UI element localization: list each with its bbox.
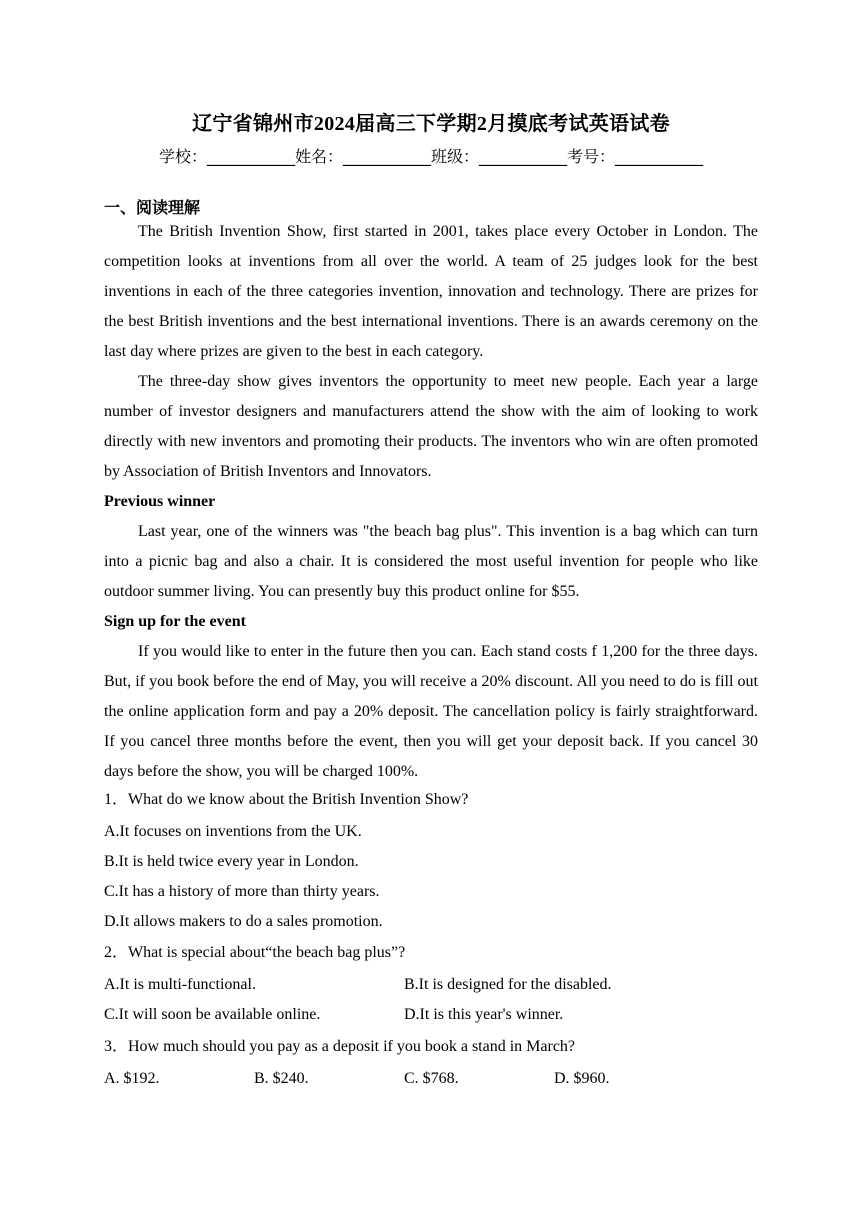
option-a[interactable]: A. $192. (104, 1070, 160, 1087)
passage-subheading: Sign up for the event (104, 613, 246, 630)
option-b[interactable]: B. $240. (254, 1070, 309, 1087)
option-c[interactable]: C.It has a history of more than thirty years. (104, 883, 380, 900)
option-a[interactable]: A.It is multi-functional. (104, 976, 256, 993)
question-stem: 3．How much should you pay as a deposit if you book a stand in March? (104, 1038, 576, 1055)
passage-paragraph: Last year, one of the winners was "the beach bag plus". This invention is a bag which can turn into a picnic bag and also a chair. It is considered the most useful invention for people who like outdoor summer living. You can presently buy this product online for $55. (104, 523, 758, 600)
option-c[interactable]: C. $768. (404, 1070, 459, 1087)
option-d[interactable]: D.It is this year's winner. (404, 1006, 564, 1023)
option-c[interactable]: C.It will soon be available online. (104, 1006, 321, 1023)
section-heading: 一、阅读理解 (104, 198, 201, 217)
question-stem: 2．What is special about“the beach bag plus”? (104, 944, 406, 961)
passage-paragraph: If you would like to enter in the future then you can. Each stand costs f 1,200 for the three days. But, if you book before the end of May, you will receive a 20% discount. All you need to do is fill out the online application form and pay a 20% deposit. The cancellation policy is fairly straightforward. If you cancel three months before the event, then you will get your deposit back. If you cancel 30 days before the show, you will be charged 100%. (104, 643, 758, 780)
passage-paragraph: The three-day show gives inventors the opportunity to meet new people. Each year a large number of investor designers and manufacturers attend the show with the aim of looking to work directly with new inventors and promoting their products. The inventors who win are often promoted by Association of British Inventors and Innovators. (104, 373, 758, 480)
option-a[interactable]: A.It focuses on inventions from the UK. (104, 823, 362, 840)
option-d[interactable]: D.It allows makers to do a sales promotion. (104, 913, 383, 930)
option-b[interactable]: B.It is designed for the disabled. (404, 976, 612, 993)
option-d[interactable]: D. $960. (554, 1070, 610, 1087)
passage-paragraph: The British Invention Show, first started in 2001, takes place every October in London. The competition looks at inventions from all over the world. A team of 25 judges look for the best inventions in each of the three categories invention, innovation and technology. There are prizes for the best British inventions and the best international inventions. There is an awards ceremony on the last day where prizes are given to the best in each category. (104, 223, 758, 360)
option-b[interactable]: B.It is held twice every year in London. (104, 853, 359, 870)
student-info-line (104, 146, 758, 168)
reading-passage (104, 217, 758, 787)
student-info-text: 学校：___________姓名：___________班级：___________考号：___________ (158, 147, 703, 166)
question-stem: 1．What do we know about the British Invention Show? (104, 791, 469, 808)
passage-subheading: Previous winner (104, 493, 216, 510)
exam-title: 辽宁省锦州市2024届高三下学期2月摸底考试英语试卷 (192, 113, 670, 135)
